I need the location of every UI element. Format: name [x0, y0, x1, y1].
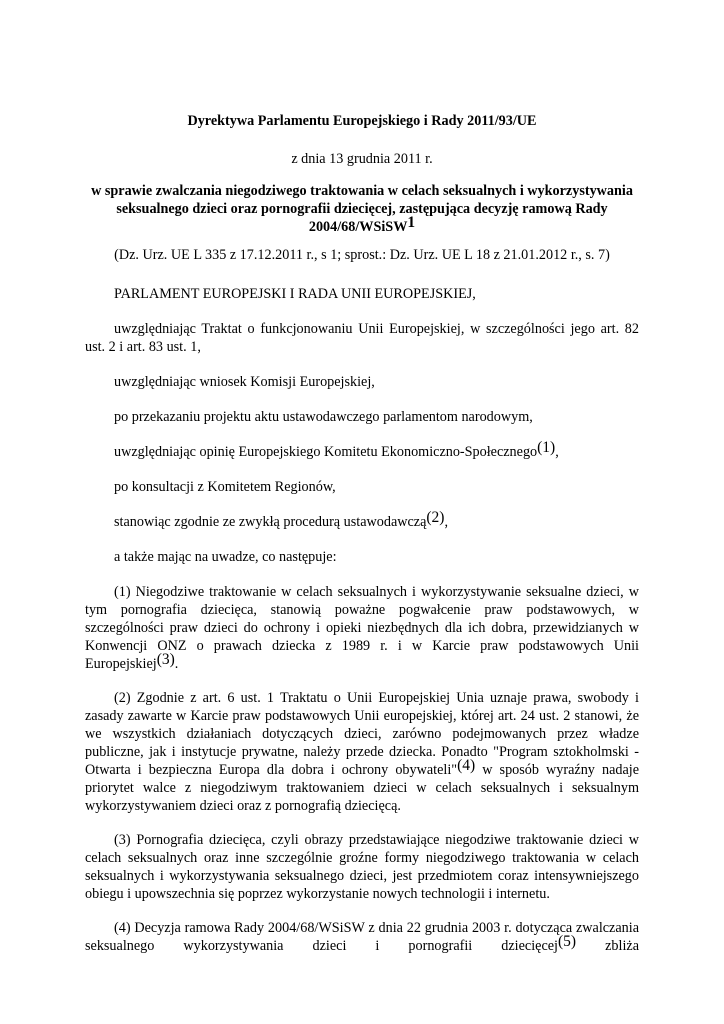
footnote-ref-5[interactable]: (5) [558, 933, 577, 950]
subtitle-text: w sprawie zwalczania niegodziwego traktowania w celach seksualnych i wykorzystywania seksualnego dzieci oraz pornografii dziecięcej, zastępująca decyzję ramową Rady 2004/68/WSiSW [91, 183, 633, 235]
preamble-proposal: uwzględniając wniosek Komisji Europejskiej, [114, 374, 375, 390]
opinion-end: , [555, 444, 559, 460]
document-page [85, 112, 639, 955]
preamble-whereas: a także mając na uwadze, co następuje: [114, 549, 337, 565]
document-subtitle [85, 182, 639, 236]
preamble-procedure [85, 509, 639, 531]
preamble-parliament: PARLAMENT EUROPEJSKI I RADA UNII EUROPEJSKIEJ, [114, 286, 476, 302]
footnote-ref-3[interactable]: (3) [156, 651, 175, 668]
recital-1-end: . [174, 656, 179, 672]
recital-4-end: zbliża [576, 938, 639, 954]
preamble-treaty: uwzględniając Traktat o funkcjonowaniu Unii Europejskiej, w szczególności jego art. 82 ust. 2 i art. 83 ust. 1, [85, 321, 639, 355]
document-date: z dnia 13 grudnia 2011 r. [291, 151, 433, 167]
procedure-end: , [444, 514, 448, 530]
recital-2-text: (2) Zgodnie z art. 6 ust. 1 Traktatu o Unii Europejskiej Unia uznaje prawa, swobody i zasady zawarte w Karcie praw podstawowych Unii europejskiej, której art. 24 ust. 2 stanowi, że we wszystkich działaniach dotyczących dzieci, zarówno podejmowanych przez władze publiczne, jak i instytucje prywatne, należy przede dziecka. Ponadto "Program sztokholmski - Otwarta i bezpieczna Europa dla dobra i ochrony obywateli" [85, 690, 639, 778]
recital-2-end: w sposób wyraźny nadaje priorytet walce z niegodziwym traktowaniem dzieci w celach seksualnych i seksualnym wykorzystywaniem dzieci oraz z pornografią dziecięcą. [85, 762, 639, 814]
footnote-ref-4[interactable]: (4) [457, 757, 476, 774]
procedure-text: stanowiąc zgodnie ze zwykłą procedurą ustawodawczą [114, 514, 427, 530]
recital-4 [85, 919, 639, 955]
recital-4-text: (4) Decyzja ramowa Rady 2004/68/WSiSW z dnia 22 grudnia 2003 r. dotycząca zwalczania seksualnego wykorzystywania dzieci i pornografii dziecięcej [85, 920, 639, 954]
journal-reference: (Dz. Urz. UE L 335 z 17.12.2011 r., s 1; sprost.: Dz. Urz. UE L 18 z 21.01.2012 r., s. 7) [114, 247, 610, 263]
recital-1 [85, 583, 639, 673]
opinion-text: uwzględniając opinię Europejskiego Komitetu Ekonomiczno-Społecznego [114, 444, 538, 460]
footnote-ref-2[interactable]: (2) [426, 509, 445, 526]
preamble-opinion [85, 439, 639, 461]
footnote-marker[interactable]: 1 [407, 214, 416, 231]
recital-2 [85, 689, 639, 815]
preamble-consultation: po konsultacji z Komitetem Regionów, [114, 479, 336, 495]
recital-3: (3) Pornografia dziecięca, czyli obrazy przedstawiające niegodziwe traktowanie dzieci w celach seksualnych oraz inne szczególnie groźne formy niegodziwego traktowania w celach seksualnych i wykorzystywania seksualnego dzieci, jest przedmiotem coraz intensywniejszego obiegu i upowszechnia się poprzez wykorzystanie nowych technologii i internetu. [85, 832, 639, 902]
preamble-transmission: po przekazaniu projektu aktu ustawodawczego parlamentom narodowym, [114, 409, 533, 425]
recital-1-text: (1) Niegodziwe traktowanie w celach seksualnych i wykorzystywanie seksualne dzieci, w tym pornografia dziecięca, stanowią poważne pogwałcenie praw podstawowych, w szczególności praw dzieci do ochrony i opieki niezbędnych dla ich dobra, przewidzianych w Konwencji ONZ o prawach dziecka z 1989 r. i w Karcie praw podstawowych Unii Europejskiej [85, 584, 639, 672]
document-title: Dyrektywa Parlamentu Europejskiego i Rady 2011/93/UE [187, 113, 537, 129]
footnote-ref-1[interactable]: (1) [537, 439, 556, 456]
